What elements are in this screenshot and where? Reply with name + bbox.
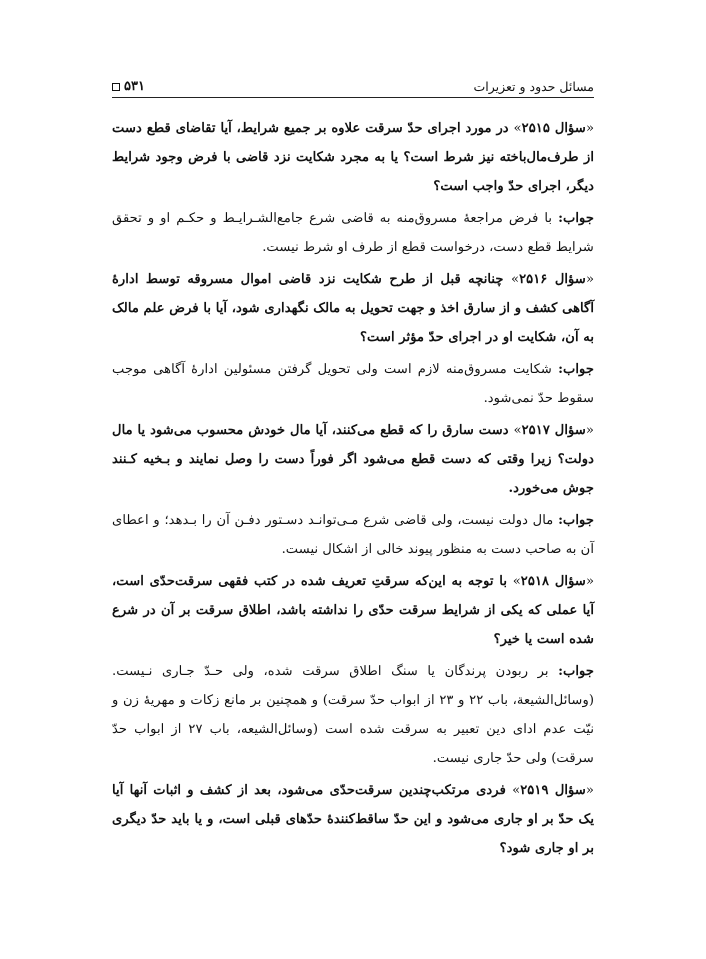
question-2516	[112, 265, 594, 352]
question-2519	[112, 776, 594, 863]
page-header	[112, 74, 594, 98]
question-label: سؤال ۲۵۱۹	[520, 783, 586, 798]
open-quote-icon: «	[585, 272, 595, 287]
open-quote-icon: «	[585, 423, 594, 438]
open-quote-icon: «	[585, 121, 595, 136]
question-label: سؤال ۲۵۱۵	[521, 121, 586, 136]
question-2518	[112, 567, 594, 654]
answer-2516	[112, 355, 594, 413]
answer-text: شکایت مسروق‌منه لازم است ولی تحویل گرفتن مسئولین ادارهٔ آگاهی موجب سقوط حدّ نمی‌شود.	[112, 362, 594, 406]
answer-text: بر ربودن پرندگان یا سنگ اطلاق سرقت شده، ولی حـدّ جـاری نـیست. (وسائل‌الشیعة، باب ۲۲ و ۲۳ از ابواب حدّ سرقت) و همچنین بر مانع زکات و مهریهٔ زن و نیّت عدم ادای دین تعبیر به سرقت شده است (وسائل‌الشیعه، باب ۲۷ از ابواب حدّ سرقت) ولی حدّ جاری نیست.	[112, 664, 594, 766]
question-2515	[112, 114, 594, 201]
close-quote-icon: »	[510, 272, 520, 287]
answer-label: جواب:	[558, 513, 594, 528]
running-title: مسائل حدود و تعزیرات	[473, 79, 594, 94]
answer-2517	[112, 506, 594, 564]
page-body	[112, 114, 594, 866]
close-quote-icon: »	[513, 423, 522, 438]
question-text: فردی مرتکب‌چندین سرقت‌حدّی می‌شود، بعد از کشف و اثبات آنها آیا یک حدّ بر او جاری می‌شود و این حدّ ساقط‌کنندهٔ حدّهای قبلی است، و یا باید حدّ دیگری بر او جاری شود؟	[112, 783, 594, 856]
answer-label: جواب:	[558, 211, 594, 226]
close-quote-icon: »	[512, 783, 521, 798]
close-quote-icon: »	[512, 574, 521, 589]
page-number-block	[112, 79, 145, 94]
answer-text: با فرض مراجعهٔ مسروق‌منه به قاضی شرع جامع‌الشـرایـط و حکـم او و تحقق شرایط قطع دست، درخواست قطع از طرف او شرط نیست.	[112, 211, 594, 255]
page-number: ۵۳۱	[124, 79, 145, 94]
question-label: سؤال ۲۵۱۸	[520, 574, 586, 589]
answer-label: جواب:	[558, 664, 594, 679]
question-text: دست سارق را که قطع می‌کنند، آیا مال خودش محسوب می‌شود یا مال دولت؟ زیرا وقتی که دست قطع می‌شود اگر فوراً دست را وصل نمایند و بـخیه کـنند جوش می‌خورد.	[112, 423, 594, 496]
question-text: چنانچه قبل از طرح شکایت نزد قاضی اموال مسروقه توسط ادارهٔ آگاهی کشف و از سارق اخذ و جهت تحویل به مالک نگهداری شود، آیا با فرض علم مالک به آن، شکایت او در اجرای حدّ مؤثر است؟	[112, 272, 594, 345]
close-quote-icon: »	[513, 121, 522, 136]
answer-label: جواب:	[558, 362, 594, 377]
answer-text: مال دولت نیست، ولی قاضی شرع مـی‌توانـد دسـتور دفـن آن را بـدهد؛ و اعطای آن به صاحب دست به منظور پیوند خالی از اشکال نیست.	[112, 513, 594, 557]
question-text: با توجه به این‌که سرقتِ تعریف شده در کتب فقهی سرقت‌حدّی است، آیا عملی که یکی از شرایط سرقت حدّی را نداشته باشد، اطلاق سرقت بر آن در شرع شده است یا خیر؟	[112, 574, 594, 647]
square-ornament-icon	[112, 83, 120, 91]
question-label: سؤال ۲۵۱۷	[521, 423, 586, 438]
question-2517	[112, 416, 594, 503]
question-label: سؤال ۲۵۱۶	[519, 272, 586, 287]
open-quote-icon: «	[585, 783, 594, 798]
answer-2518	[112, 657, 594, 773]
open-quote-icon: «	[585, 574, 595, 589]
question-text: در مورد اجرای حدّ سرقت علاوه بر جمیع شرایط، آیا تقاضای قطع دست از طرف‌مال‌باخته نیز شرط است؟ یا به مجرد شکایت نزد قاضی با فرض وجود شرایط دیگر، اجرای حدّ واجب است؟	[112, 121, 594, 194]
answer-2515	[112, 204, 594, 262]
